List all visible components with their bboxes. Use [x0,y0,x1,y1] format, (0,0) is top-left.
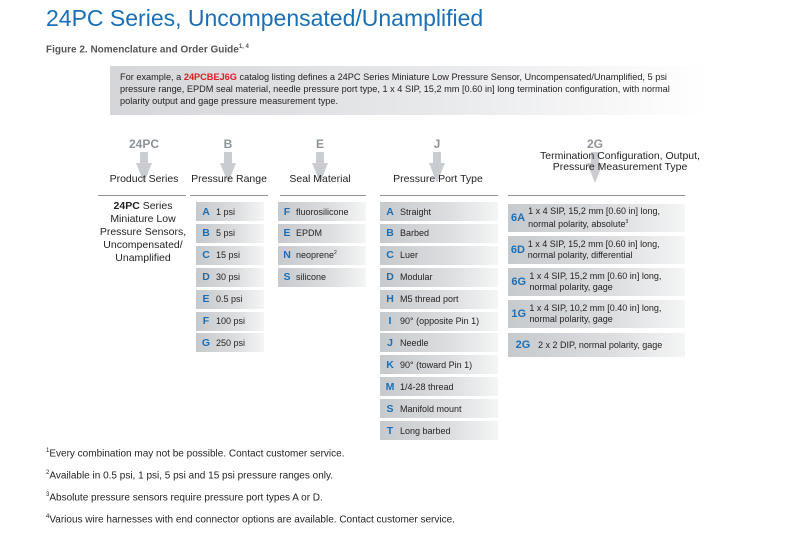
footnote-3 [46,492,323,503]
port-value-text: Long barbed [400,425,451,436]
seal-code: E [283,227,291,240]
term-value [528,206,685,230]
footnote-1-num: 1 [46,448,50,454]
port-row [380,312,498,331]
seal-value-text: neoprene [296,250,335,261]
port-value-text: 90° (opposite Pin 1) [400,316,480,326]
port-value [400,228,429,238]
port-value-text: 1/4-28 thread [400,381,454,392]
series-description [96,200,190,265]
footnote-4-num: 4 [46,514,50,520]
example-suffix: catalog listing defines a 24PC Series Miniature Low Pressure Sensor, Uncompensated/Unamplified, 5 psi pressure range, EPDM seal material, needle pressure port type, 1 x 4 SIP, 15,2 mm [0.60 in] long termination configuration, with normal polarity output and gage pressure measurement type. [120,72,670,106]
range-code: G [201,336,211,349]
port-value-text: Needle [400,337,429,348]
port-code: D [386,271,394,284]
seal-code: N [283,249,291,262]
range-row [196,268,264,287]
port-row [380,377,498,396]
example-box [110,66,707,115]
seal-row [278,202,366,221]
seal-row [278,246,366,265]
term-value-text: 2 x 2 DIP, normal polarity, gage [538,339,663,350]
port-value [400,207,431,217]
port-row [380,224,498,243]
seal-value-text: silicone [296,272,327,283]
seal-code: F [283,205,291,218]
range-row [196,202,264,221]
port-code: J [387,336,393,349]
port-value-text: M5 thread port [400,294,459,305]
port-code: J [433,137,441,151]
range-row [196,312,264,331]
range-value [216,207,235,217]
range-code: B [223,137,233,151]
seal-code: E [315,137,324,151]
port-row [380,268,498,287]
range-label: Pressure Range [191,173,267,185]
range-row [196,224,264,243]
range-value [216,272,240,282]
footnote-2-num: 2 [46,470,50,476]
range-value-text: 1 psi [216,206,236,217]
term-code: 2G [515,339,531,351]
term-footnote-ref: 3 [625,219,629,225]
term-value [528,239,685,261]
footnote-4 [46,514,455,525]
range-value [216,294,243,304]
footnote-3-text: Absolute pressure sensors require pressure port types A or D. [49,492,323,504]
port-value [400,382,454,392]
seal-divider [280,195,366,196]
term-row [508,333,685,357]
port-value [400,316,479,326]
port-value [400,294,459,304]
series-divider [98,195,186,196]
series-code: 24PC [128,137,160,151]
port-value-text: 90° (toward Pin 1) [400,359,473,370]
port-value [400,426,451,436]
term-value-text: 1 x 4 SIP, 10,2 mm [0.40 in] long, normal polarity, gage [529,303,662,324]
port-code: A [386,205,394,218]
port-row [380,333,498,352]
port-row [380,399,498,418]
port-label: Pressure Port Type [393,173,483,185]
term-row [508,268,685,296]
range-value [216,250,240,260]
term-value [529,303,685,325]
series-description-bold: 24PC [113,200,140,212]
port-value [400,360,472,370]
term-value-text: 1 x 4 SIP, 15,2 mm [0.60 in] long, normal polarity, differential [527,239,660,260]
footnote-1-text: Every combination may not be possible. Contact customer service. [49,448,345,460]
port-code: C [386,249,394,262]
range-code: F [202,315,210,327]
term-code: 1G [511,308,527,320]
port-value [400,272,433,282]
footnote-1 [46,448,344,459]
range-value-text: 250 psi [216,337,246,348]
range-value [216,338,245,348]
port-value-text: Manifold mount [400,403,462,414]
footnote-4-text: Various wire harnesses with end connector options are available. Contact customer service. [49,514,455,526]
port-code: T [386,424,394,437]
term-value [529,271,685,293]
footnote-2-text: Available in 0.5 psi, 1 psi, 5 psi and 15 psi pressure ranges only. [49,470,334,482]
seal-value [296,250,337,260]
seal-value [296,207,349,217]
port-row [380,246,498,265]
figure-refs: 1, 4 [238,44,249,50]
range-value-text: 0.5 psi [216,294,243,305]
series-label: Product Series [109,173,179,185]
range-value [216,228,235,238]
port-value [400,404,462,414]
seal-code: S [283,271,291,284]
term-row [508,204,685,232]
term-code: 6A [511,212,526,224]
port-value-text: Straight [400,206,432,217]
figure-title-text: Figure 2. Nomenclature and Order Guide [46,44,239,56]
term-value-text: 1 x 4 SIP, 15,2 mm [0.60 in] long, normal polarity, absolute [528,206,660,229]
port-row [380,202,498,221]
seal-footnote-ref: 2 [334,250,337,257]
seal-row [278,224,366,243]
range-row [196,290,264,309]
range-divider [190,195,268,196]
port-code: S [386,402,394,415]
seal-value [296,228,322,238]
port-row [380,355,498,374]
term-value [538,340,662,351]
port-code: M [385,380,395,393]
seal-label: Seal Material [289,173,351,185]
term-code: 2G [586,137,603,151]
seal-row [278,268,366,287]
port-code: B [386,227,394,240]
footnote-2 [46,470,333,481]
port-value [400,338,429,348]
port-value [400,250,418,260]
term-row [508,236,685,264]
term-code: 6G [511,276,527,288]
range-code: A [202,205,210,218]
port-value-text: Barbed [400,228,430,239]
port-row [380,290,498,309]
port-code: K [386,358,394,371]
seal-value [296,272,326,282]
term-code: 6D [510,244,525,256]
port-value-text: Modular [400,272,433,283]
range-code: E [202,293,210,306]
port-code: H [386,293,394,306]
port-value-text: Luer [400,250,419,261]
range-row [196,246,264,265]
port-divider [380,195,498,196]
term-row [508,300,685,328]
range-code: B [202,227,210,240]
seal-value-text: fluorosilicone [296,206,349,217]
term-divider [508,195,685,196]
range-value-text: 100 psi [216,316,246,326]
series-description-text: Series Miniature Low Pressure Sensors, Uncompensated/ Unamplified [99,200,187,264]
port-code: I [388,315,392,327]
range-value-text: 5 psi [216,228,236,239]
range-value-text: 15 psi [216,250,241,261]
range-row [196,333,264,352]
seal-value-text: EPDM [296,228,323,239]
range-code: D [202,271,210,284]
page-title: 24PC Series, Uncompensated/Unamplified [46,5,484,31]
port-row [380,421,498,440]
term-label: Termination Configuration, Output, Pressure Measurement Type [540,150,700,173]
term-value-text: 1 x 4 SIP, 15,2 mm [0.60 in] long, normal polarity, gage [529,271,662,292]
range-code: C [202,249,210,262]
example-prefix: For example, a [120,72,184,82]
range-value-text: 30 psi [216,272,241,283]
example-code: 24PCBEJ6G [183,72,237,82]
range-value [216,316,245,326]
figure-title [46,44,249,55]
footnote-3-num: 3 [46,492,50,498]
